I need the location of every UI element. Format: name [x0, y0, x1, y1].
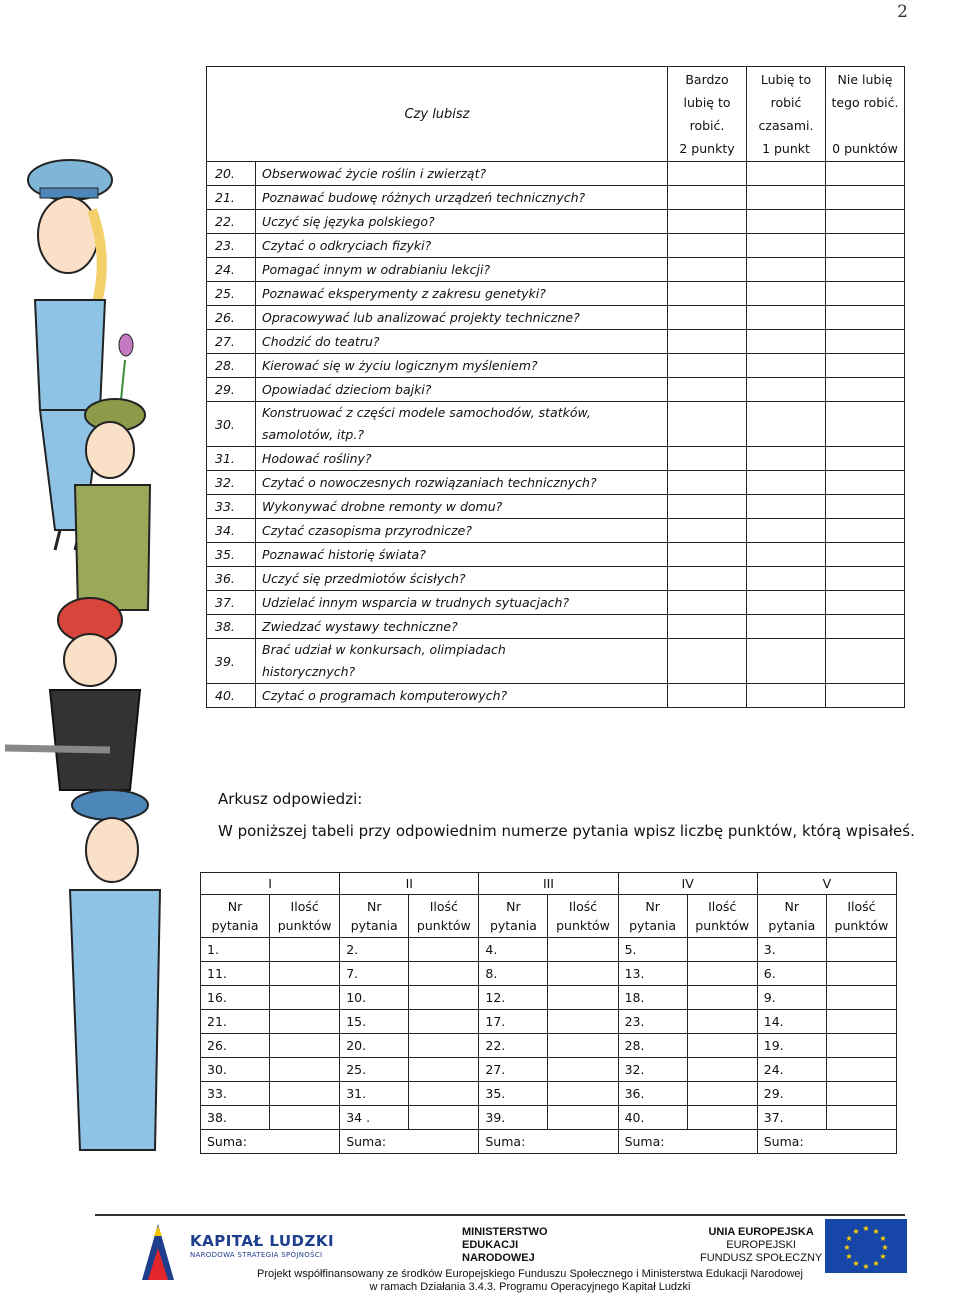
answer-cell[interactable]	[747, 258, 826, 282]
question-number-cell: 26.	[201, 1034, 270, 1058]
answer-cell[interactable]	[826, 330, 905, 354]
ilosc-punktow-header: Ilość punktów	[409, 895, 479, 938]
answer-cell[interactable]	[747, 402, 826, 447]
question-number-cell: 5.	[618, 938, 687, 962]
question-row: 20. Obserwować życie roślin i zwierząt?	[207, 162, 905, 186]
svg-text:★: ★	[852, 1259, 860, 1268]
answer-cell[interactable]	[826, 210, 905, 234]
question-number-cell: 20.	[340, 1034, 409, 1058]
points-input-cell[interactable]	[270, 938, 340, 962]
points-input-cell[interactable]	[409, 1106, 479, 1130]
footer-divider	[95, 1214, 905, 1216]
group-header-row	[201, 873, 897, 895]
nr-pytania-header: Nr pytania	[479, 895, 548, 938]
points-input-cell[interactable]	[409, 1082, 479, 1106]
points-input-cell[interactable]	[270, 962, 340, 986]
question-number-cell: 29.	[757, 1082, 826, 1106]
answer-row	[201, 938, 897, 962]
column-header-row	[201, 895, 897, 938]
answer-cell[interactable]	[668, 354, 747, 378]
points-input-cell[interactable]	[409, 986, 479, 1010]
answer-cell[interactable]	[668, 282, 747, 306]
project-funding-note: Projekt współfinansowany ze środków Europejskiego Funduszu Społecznego i Ministerstwa Edukacji Narodowej w ramach Działania 3.4.3. Programu Operacyjnego Kapitał Ludzki	[257, 1268, 803, 1293]
question-number-cell: 14.	[757, 1010, 826, 1034]
question-row: 39. Brać udział w konkursach, olimpiadach historycznych?	[207, 639, 905, 684]
answer-cell[interactable]	[826, 567, 905, 591]
uniformed-people-illustration	[0, 150, 200, 1200]
ministry-logo-text: MINISTERSTWO EDUKACJI NARODOWEJ	[462, 1226, 548, 1264]
question-number-cell: 24.	[757, 1058, 826, 1082]
group-header: V	[757, 873, 896, 895]
group-header: IV	[618, 873, 757, 895]
kapital-ludzki-subtitle: NARODOWA STRATEGIA SPÓJNOŚCI	[190, 1251, 323, 1259]
question-number-cell: 4.	[479, 938, 548, 962]
svg-text:★: ★	[879, 1252, 887, 1261]
answer-cell[interactable]	[747, 495, 826, 519]
question-number-cell: 7.	[340, 962, 409, 986]
answer-cell[interactable]	[747, 639, 826, 684]
ilosc-punktow-header: Ilość punktów	[548, 895, 618, 938]
points-input-cell[interactable]	[548, 1106, 618, 1130]
points-input-cell[interactable]	[687, 1034, 757, 1058]
question-number-cell: 21.	[201, 1010, 270, 1034]
question-row: 33. Wykonywać drobne remonty w domu?	[207, 495, 905, 519]
question-row: 40. Czytać o programach komputerowych?	[207, 684, 905, 708]
question-row: 29. Opowiadać dzieciom bajki?	[207, 378, 905, 402]
question-number-cell: 10.	[340, 986, 409, 1010]
svg-text:★: ★	[872, 1259, 880, 1268]
points-input-cell[interactable]	[687, 962, 757, 986]
answer-sheet-instruction: W poniższej tabeli przy odpowiednim numerze pytania wpisz liczbę punktów, którą wpisałeś.	[218, 822, 915, 840]
answer-cell[interactable]	[668, 210, 747, 234]
points-input-cell[interactable]	[409, 938, 479, 962]
ilosc-punktow-header: Ilość punktów	[687, 895, 757, 938]
question-number-cell: 28.	[618, 1034, 687, 1058]
answer-row	[201, 962, 897, 986]
question-number-cell: 22.	[479, 1034, 548, 1058]
question-row: 36. Uczyć się przedmiotów ścisłych?	[207, 567, 905, 591]
ilosc-punktow-header: Ilość punktów	[270, 895, 340, 938]
answer-cell[interactable]	[747, 306, 826, 330]
answer-cell[interactable]	[668, 615, 747, 639]
question-number-cell: 36.	[618, 1082, 687, 1106]
answer-cell[interactable]	[747, 186, 826, 210]
question-number-cell: 13.	[618, 962, 687, 986]
sum-row	[201, 1130, 897, 1154]
kapital-ludzki-title: KAPITAŁ LUDZKI	[190, 1232, 335, 1250]
answer-cell[interactable]	[826, 591, 905, 615]
answer-cell[interactable]	[747, 471, 826, 495]
question-row: 28. Kierować się w życiu logicznym myśleniem?	[207, 354, 905, 378]
points-input-cell[interactable]	[687, 986, 757, 1010]
points-input-cell[interactable]	[687, 1058, 757, 1082]
answer-cell[interactable]	[668, 234, 747, 258]
nr-pytania-header: Nr pytania	[340, 895, 409, 938]
question-number-cell: 27.	[479, 1058, 548, 1082]
answer-cell[interactable]	[668, 495, 747, 519]
question-number-cell: 15.	[340, 1010, 409, 1034]
answer-cell[interactable]	[826, 447, 905, 471]
answer-cell[interactable]	[668, 471, 747, 495]
question-number-cell: 18.	[618, 986, 687, 1010]
question-number-cell: 33.	[201, 1082, 270, 1106]
answer-cell[interactable]	[747, 519, 826, 543]
svg-text:★: ★	[843, 1243, 851, 1252]
question-number-cell: 35.	[479, 1082, 548, 1106]
question-number-cell: 39.	[479, 1106, 548, 1130]
answer-cell[interactable]	[826, 615, 905, 639]
col-nie-lubie-header: Nie lubię tego robić. 0 punktów	[826, 67, 905, 162]
sum-label[interactable]: Suma:	[201, 1130, 340, 1154]
points-input-cell[interactable]	[687, 1106, 757, 1130]
answer-cell[interactable]	[826, 543, 905, 567]
question-number-cell: 19.	[757, 1034, 826, 1058]
points-input-cell[interactable]	[548, 938, 618, 962]
answer-cell[interactable]	[826, 402, 905, 447]
answer-cell[interactable]	[668, 258, 747, 282]
question-row: 26. Opracowywać lub analizować projekty techniczne?	[207, 306, 905, 330]
answer-cell[interactable]	[826, 162, 905, 186]
answer-cell[interactable]	[668, 186, 747, 210]
policeman-figure	[70, 790, 160, 1150]
points-input-cell[interactable]	[409, 1058, 479, 1082]
answer-cell[interactable]	[826, 495, 905, 519]
question-number-cell: 17.	[479, 1010, 548, 1034]
answer-sheet-title: Arkusz odpowiedzi:	[218, 790, 363, 808]
answer-table	[200, 872, 897, 1154]
question-number-cell: 8.	[479, 962, 548, 986]
points-input-cell[interactable]	[548, 986, 618, 1010]
question-row: 25. Poznawać eksperymenty z zakresu genetyki?	[207, 282, 905, 306]
answer-row	[201, 1106, 897, 1130]
answer-cell[interactable]	[747, 684, 826, 708]
answer-cell[interactable]	[668, 543, 747, 567]
question-row: 34. Czytać czasopisma przyrodnicze?	[207, 519, 905, 543]
answer-cell[interactable]	[668, 162, 747, 186]
answer-cell[interactable]	[668, 402, 747, 447]
question-number-cell: 32.	[618, 1058, 687, 1082]
answer-cell[interactable]	[826, 306, 905, 330]
group-header: III	[479, 873, 618, 895]
points-input-cell[interactable]	[548, 1082, 618, 1106]
points-input-cell[interactable]	[270, 1034, 340, 1058]
points-input-cell[interactable]	[826, 986, 896, 1010]
question-number-cell: 34 .	[340, 1106, 409, 1130]
answer-cell[interactable]	[826, 186, 905, 210]
svg-text:★: ★	[881, 1243, 889, 1252]
nr-pytania-header: Nr pytania	[618, 895, 687, 938]
answer-cell[interactable]	[826, 282, 905, 306]
nr-pytania-header: Nr pytania	[757, 895, 826, 938]
answer-row	[201, 986, 897, 1010]
group-header: II	[340, 873, 479, 895]
question-row: 21. Poznawać budowę różnych urządzeń technicznych?	[207, 186, 905, 210]
group-header: I	[201, 873, 340, 895]
points-input-cell[interactable]	[409, 1034, 479, 1058]
points-input-cell[interactable]	[826, 938, 896, 962]
question-row: 31. Hodować rośliny?	[207, 447, 905, 471]
points-input-cell[interactable]	[826, 1010, 896, 1034]
answer-cell[interactable]	[747, 210, 826, 234]
points-input-cell[interactable]	[548, 962, 618, 986]
answer-cell[interactable]	[668, 684, 747, 708]
points-input-cell[interactable]	[826, 1106, 896, 1130]
answer-cell[interactable]	[747, 591, 826, 615]
question-row: 38. Zwiedzać wystawy techniczne?	[207, 615, 905, 639]
question-row: 24. Pomagać innym w odrabianiu lekcji?	[207, 258, 905, 282]
question-number-cell: 16.	[201, 986, 270, 1010]
eu-text: UNIA EUROPEJSKA EUROPEJSKI FUNDUSZ SPOŁECZNY	[700, 1226, 823, 1264]
points-input-cell[interactable]	[826, 1082, 896, 1106]
eu-flag-icon	[825, 1219, 907, 1273]
answer-cell[interactable]	[668, 639, 747, 684]
questions-table	[206, 66, 905, 708]
col-bardzo-header: Bardzo lubię to robić. 2 punkty	[668, 67, 747, 162]
answer-cell[interactable]	[826, 378, 905, 402]
answer-row	[201, 1058, 897, 1082]
svg-text:★: ★	[845, 1252, 853, 1261]
points-input-cell[interactable]	[270, 1106, 340, 1130]
question-row: 35. Poznawać historię świata?	[207, 543, 905, 567]
points-input-cell[interactable]	[548, 1034, 618, 1058]
points-input-cell[interactable]	[687, 1010, 757, 1034]
question-number-cell: 3.	[757, 938, 826, 962]
svg-text:★: ★	[879, 1234, 887, 1243]
answer-cell[interactable]	[668, 591, 747, 615]
answer-cell[interactable]	[826, 258, 905, 282]
col-czasami-header: Lubię to robić czasami. 1 punkt	[747, 67, 826, 162]
answer-cell[interactable]	[668, 519, 747, 543]
question-number-cell: 25.	[340, 1058, 409, 1082]
question-number-cell: 30.	[201, 1058, 270, 1082]
answer-rows	[201, 938, 897, 1154]
question-number-cell: 23.	[618, 1010, 687, 1034]
answer-row	[201, 1010, 897, 1034]
answer-cell[interactable]	[826, 639, 905, 684]
question-row: 27. Chodzić do teatru?	[207, 330, 905, 354]
answer-cell[interactable]	[668, 567, 747, 591]
points-input-cell[interactable]	[270, 986, 340, 1010]
firefighter-figure	[5, 598, 140, 790]
answer-cell[interactable]	[826, 354, 905, 378]
question-row: 22. Uczyć się języka polskiego?	[207, 210, 905, 234]
question-number-cell: 9.	[757, 986, 826, 1010]
ilosc-punktow-header: Ilość punktów	[826, 895, 896, 938]
answer-cell[interactable]	[826, 684, 905, 708]
sum-label[interactable]: Suma:	[618, 1130, 757, 1154]
answer-cell[interactable]	[747, 354, 826, 378]
answer-cell[interactable]	[668, 378, 747, 402]
question-number-cell: 2.	[340, 938, 409, 962]
question-number-cell: 40.	[618, 1106, 687, 1130]
points-input-cell[interactable]	[826, 1058, 896, 1082]
page-number: 2	[897, 2, 908, 22]
question-number-cell: 6.	[757, 962, 826, 986]
answer-cell[interactable]	[747, 234, 826, 258]
question-row: 37. Udzielać innym wsparcia w trudnych sytuacjach?	[207, 591, 905, 615]
svg-text:★: ★	[862, 1224, 870, 1233]
answer-cell[interactable]	[668, 330, 747, 354]
answer-cell[interactable]	[747, 615, 826, 639]
answer-cell[interactable]	[826, 519, 905, 543]
answer-row	[201, 1082, 897, 1106]
svg-text:★: ★	[872, 1227, 880, 1236]
svg-text:★: ★	[862, 1262, 870, 1271]
question-number-cell: 38.	[201, 1106, 270, 1130]
answer-cell[interactable]	[668, 306, 747, 330]
answer-cell[interactable]	[826, 471, 905, 495]
points-input-cell[interactable]	[687, 938, 757, 962]
answer-cell[interactable]	[747, 330, 826, 354]
points-input-cell[interactable]	[270, 1058, 340, 1082]
answer-cell[interactable]	[747, 447, 826, 471]
answer-cell[interactable]	[747, 378, 826, 402]
nr-pytania-header: Nr pytania	[201, 895, 270, 938]
points-input-cell[interactable]	[826, 962, 896, 986]
question-number-cell: 37.	[757, 1106, 826, 1130]
points-input-cell[interactable]	[687, 1082, 757, 1106]
answer-cell[interactable]	[826, 234, 905, 258]
question-number-cell: 31.	[340, 1082, 409, 1106]
czy-lubisz-header: Czy lubisz	[207, 67, 668, 162]
points-input-cell[interactable]	[409, 962, 479, 986]
answer-cell[interactable]	[668, 447, 747, 471]
points-input-cell[interactable]	[826, 1034, 896, 1058]
answer-cell[interactable]	[747, 567, 826, 591]
question-row: 23. Czytać o odkryciach fizyki?	[207, 234, 905, 258]
points-input-cell[interactable]	[270, 1082, 340, 1106]
points-input-cell[interactable]	[409, 1010, 479, 1034]
answer-cell[interactable]	[747, 162, 826, 186]
answer-cell[interactable]	[747, 282, 826, 306]
sum-label[interactable]: Suma:	[479, 1130, 618, 1154]
question-row: 32. Czytać o nowoczesnych rozwiązaniach technicznych?	[207, 471, 905, 495]
svg-text:★: ★	[852, 1227, 860, 1236]
svg-text:★: ★	[845, 1234, 853, 1243]
question-number-cell: 11.	[201, 962, 270, 986]
points-input-cell[interactable]	[548, 1058, 618, 1082]
question-number-cell: 12.	[479, 986, 548, 1010]
question-number-cell: 1.	[201, 938, 270, 962]
answer-cell[interactable]	[747, 543, 826, 567]
sum-label[interactable]: Suma:	[757, 1130, 896, 1154]
answer-row	[201, 1034, 897, 1058]
sum-label[interactable]: Suma:	[340, 1130, 479, 1154]
points-input-cell[interactable]	[548, 1010, 618, 1034]
question-row: 30. Konstruować z części modele samochodów, statków, samolotów, itp.?	[207, 402, 905, 447]
points-input-cell[interactable]	[270, 1010, 340, 1034]
